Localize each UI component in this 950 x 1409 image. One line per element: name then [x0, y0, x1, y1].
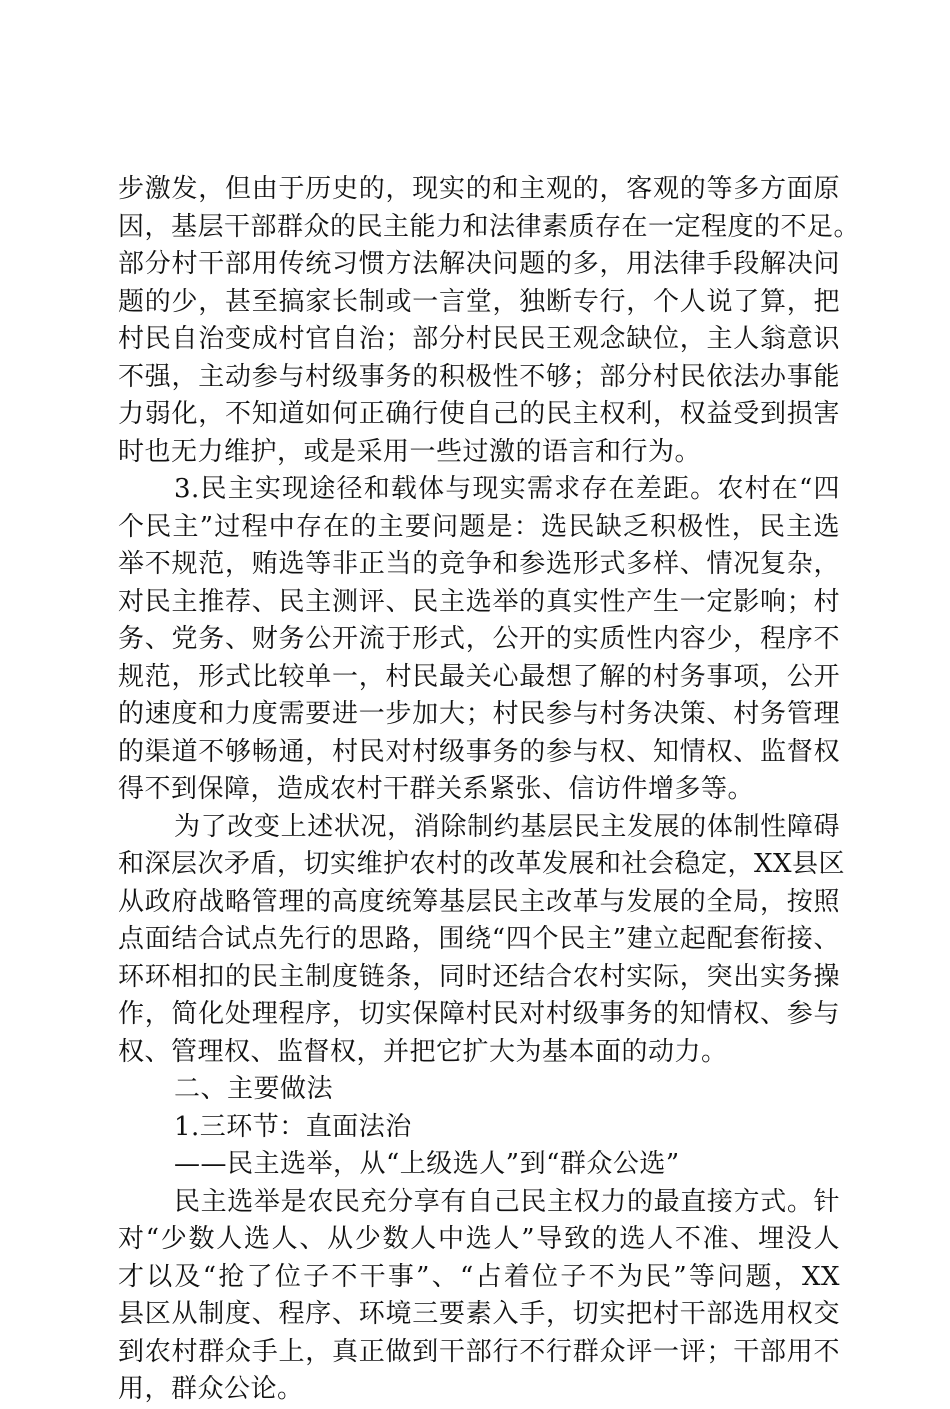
text-line: 部分村干部用传统习惯方法解决问题的多，用法律手段解决问 — [118, 249, 840, 279]
text-line: 3.民主实现途径和载体与现实需求存在差距。农村在“四 — [174, 474, 840, 504]
text-line: 个民主”过程中存在的主要问题是：选民缺乏积极性，民主选 — [118, 511, 840, 542]
text-line: 和深层次矛盾，切实维护农村的改革发展和社会稳定，XX县区 — [118, 849, 846, 879]
text-line: 权、管理权、监督权，并把它扩大为基本面的动力。 — [118, 1036, 728, 1067]
text-line: ——民主选举，从“上级选人”到“群众公选” — [174, 1149, 680, 1179]
text-line: 点面结合试点先行的思路，围绕“四个民主”建立起配套衔接、 — [118, 924, 840, 954]
text-line: 步激发，但由于历史的，现实的和主观的，客观的等多方面原 — [118, 174, 840, 204]
text-line: 环环相扣的民主制度链条，同时还结合农村实际，突出实务操 — [118, 961, 840, 992]
text-line: 题的少，甚至搞家长制或一言堂，独断专行，个人说了算，把 — [118, 286, 840, 317]
text-line: 因，基层干部群众的民主能力和法律素质存在一定程度的不足。 — [118, 211, 861, 242]
text-line: 的速度和力度需要进一步加大；村民参与村务决策、村务管理 — [118, 699, 840, 729]
text-line: 规范，形式比较单一，村民最关心最想了解的村务事项，公开 — [118, 661, 840, 692]
text-line: 用，群众公论。 — [118, 1374, 304, 1404]
text-line: 时也无力维护，或是采用一些过激的语言和行为。 — [118, 436, 702, 467]
text-line: 对“少数人选人、从少数人中选人”导致的选人不准、埋没人 — [118, 1224, 840, 1254]
text-line: 1.三环节：直面法治 — [174, 1111, 412, 1142]
text-line: 举不规范，贿选等非正当的竞争和参选形式多样、情况复杂， — [118, 549, 840, 579]
body-text — [118, 171, 861, 1409]
text-line: 作，简化处理程序，切实保障村民对村级事务的知情权、参与 — [118, 999, 840, 1029]
text-line: 二、主要做法 — [174, 1074, 334, 1104]
text-line: 务、党务、财务公开流于形式，公开的实质性内容少，程序不 — [118, 624, 840, 654]
text-line: 为了改变上述状况，消除制约基层民主发展的体制性障碍 — [174, 811, 840, 842]
text-line: 村民自治变成村官自治；部分村民民王观念缺位，主人翁意识 — [118, 324, 840, 354]
text-line: 的渠道不够畅通，村民对村级事务的参与权、知情权、监督权 — [118, 736, 840, 767]
text-line: 到农村群众手上，真正做到干部行不行群众评一评；干部用不 — [118, 1336, 840, 1367]
text-line: 得不到保障，造成农村干群关系紧张、信访件增多等。 — [118, 774, 755, 804]
text-line: 从政府战略管理的高度统筹基层民主改革与发展的全局，按照 — [118, 886, 840, 917]
text-line: 县区从制度、程序、环境三要素入手，切实把村干部选用权交 — [118, 1299, 840, 1329]
text-line: 才以及“抢了位子不干事”、“占着位子不为民”等问题，XX — [118, 1261, 840, 1292]
text-line: 力弱化，不知道如何正确行使自己的民主权利，权益受到损害 — [118, 399, 840, 429]
text-line: 不强，主动参与村级事务的积极性不够；部分村民依法办事能 — [118, 361, 840, 392]
text-line: 民主选举是农民充分享有自己民主权力的最直接方式。针 — [174, 1186, 840, 1217]
text-line: 对民主推荐、民主测评、民主选举的真实性产生一定影响；村 — [118, 586, 840, 617]
